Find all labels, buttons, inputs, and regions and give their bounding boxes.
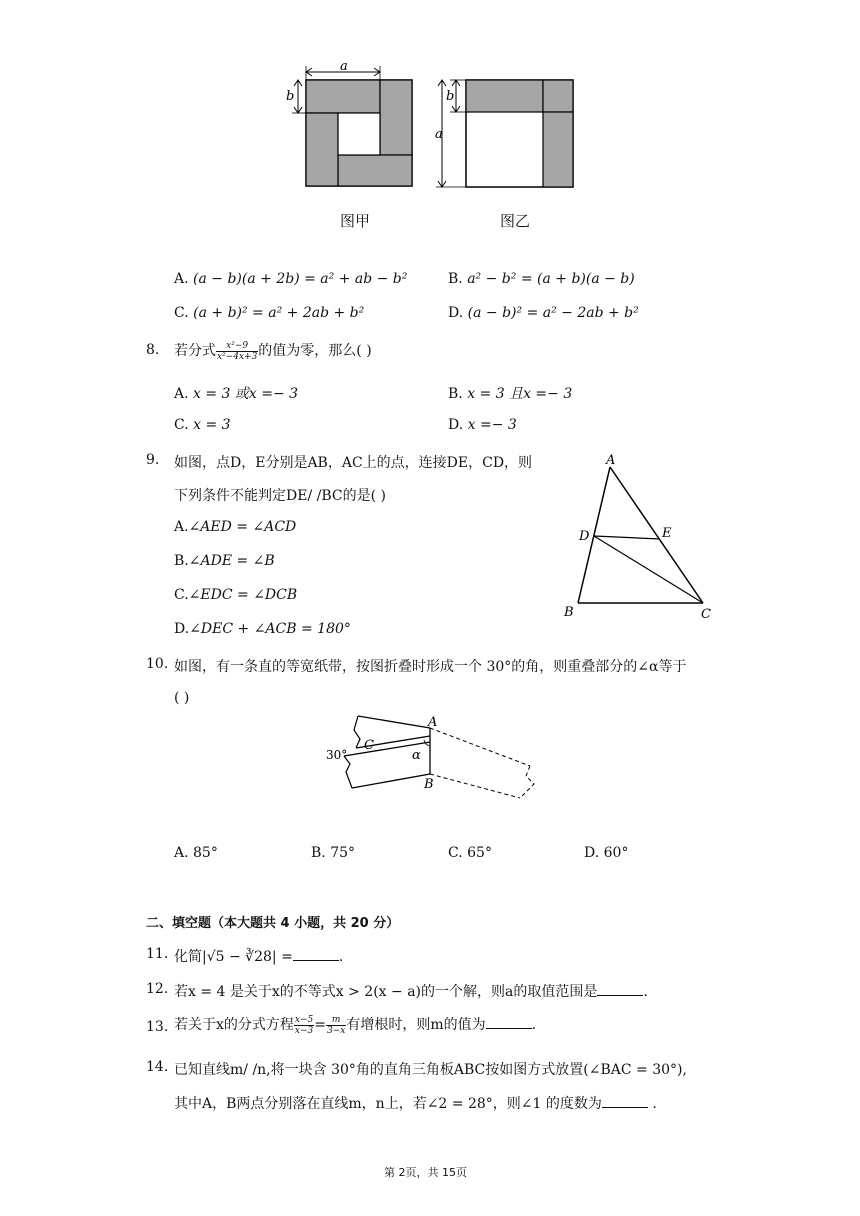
q12-number: 12.	[146, 981, 169, 997]
q12-answer-blank	[597, 983, 643, 996]
fig-jia-label-a: a	[340, 59, 348, 74]
page-footer: 第 2页，共 15页	[384, 1166, 467, 1179]
q10-option-d	[584, 845, 628, 861]
q13-answer-blank	[486, 1016, 532, 1029]
q7-option-a-text: (a − b)(a + 2b) = a² + ab − b²	[193, 271, 408, 287]
q13-number: 13.	[146, 1019, 169, 1035]
fig-yi-caption: 图乙	[500, 212, 531, 230]
fig-yi-label-b: b	[446, 89, 455, 104]
q13-stem	[174, 1014, 536, 1036]
q10-option-d-text: 60°	[603, 845, 629, 861]
q13-suffix: 有增根时，则m的值为	[346, 1017, 486, 1033]
q8-option-b	[448, 383, 572, 403]
q10-option-b-text: 75°	[330, 845, 356, 861]
q8-number: 8.	[146, 342, 160, 358]
q7-option-c-text: (a + b)² = a² + 2ab + b²	[193, 305, 365, 321]
q9-option-a-letter: A.	[174, 519, 189, 535]
q10-option-a-letter: A.	[174, 845, 189, 861]
q13-f2-num: m	[326, 1015, 346, 1026]
q10-number: 10.	[146, 656, 169, 672]
q13-prefix: 若关于x的分式方程	[174, 1017, 294, 1033]
q13-fraction-1	[294, 1015, 314, 1036]
q8-option-c-text: x = 3	[193, 417, 231, 433]
section-title: 二、填空题（本大题共 4 小题，共 20 分）	[146, 916, 400, 931]
q10-line1: 如图，有一条直的等宽纸带，按图折叠时形成一个 30°的角，则重叠部分的∠α等于	[174, 659, 687, 675]
q7-option-b	[448, 271, 635, 287]
q8-option-a	[174, 383, 298, 403]
q13-f2-den: 3−x	[326, 1025, 346, 1036]
q9-line2: 下列条件不能判定DE/ /BC的是( )	[174, 488, 386, 504]
q12-stem	[174, 981, 648, 1001]
q9-option-b	[174, 553, 275, 569]
triangle-figure	[555, 450, 725, 625]
q13-fraction-2	[326, 1015, 346, 1036]
q9-number: 9.	[146, 452, 160, 468]
q9-option-d	[174, 621, 351, 637]
q10-option-c-text: 65°	[467, 845, 492, 861]
q10-option-d-letter: D.	[584, 845, 600, 861]
q10-option-c-letter: C.	[448, 845, 463, 861]
q13-end: .	[531, 1017, 537, 1033]
folded-strip-figure	[320, 706, 540, 806]
q9-option-d-letter: D.	[174, 621, 190, 637]
q9-option-b-text: ∠ADE = ∠B	[188, 553, 275, 569]
q10-option-c	[448, 845, 492, 861]
q8-option-b-text: x = 3 且x =− 3	[467, 386, 573, 402]
q9-line1: 如图，点D，E分别是AB，AC上的点，连接DE，CD，则	[174, 455, 533, 471]
q7-option-c-letter: C.	[174, 305, 189, 321]
q12-end: .	[643, 984, 648, 1000]
q14-line2	[174, 1093, 657, 1113]
q7-option-b-text: a² − b² = (a + b)(a − b)	[467, 271, 635, 287]
q9-option-a	[174, 519, 296, 535]
triangle-label-e: E	[662, 526, 672, 541]
q14-line2-text: 其中A，B两点分别落在直线m，n上，若∠2 = 28°，则∠1 的度数为	[174, 1096, 602, 1112]
q7-option-d-letter: D.	[448, 305, 464, 321]
q10-line2: ( )	[174, 690, 190, 706]
q10-option-a	[174, 845, 218, 861]
q8-stem	[174, 340, 372, 362]
q9-option-c-letter: C.	[174, 587, 189, 603]
q8-option-a-letter: A.	[174, 386, 189, 402]
q8-option-d-letter: D.	[448, 417, 464, 433]
q7-option-a	[174, 271, 407, 287]
q14-end: .	[652, 1096, 657, 1112]
q9-option-c	[174, 587, 297, 603]
q7-option-b-letter: B.	[448, 271, 463, 287]
q7-option-a-letter: A.	[174, 271, 189, 287]
q9-option-c-text: ∠EDC = ∠DCB	[188, 587, 298, 603]
q11-number: 11.	[146, 946, 169, 962]
q7-option-d-text: (a − b)² = a² − 2ab + b²	[467, 305, 639, 321]
q14-number: 14.	[146, 1059, 169, 1075]
q8-option-b-letter: B.	[448, 386, 463, 402]
strip-label-alpha: α	[412, 748, 421, 763]
q10-option-b	[311, 845, 355, 861]
q11-stem	[174, 946, 343, 966]
strip-label-angle: 30°	[326, 748, 348, 762]
q13-eq: =	[314, 1017, 326, 1033]
q8-fraction	[216, 341, 258, 362]
q8-option-c-letter: C.	[174, 417, 189, 433]
q10-option-b-letter: B.	[311, 845, 326, 861]
q14-answer-blank	[602, 1095, 648, 1108]
triangle-label-c: C	[701, 607, 711, 622]
q8-option-d-text: x =− 3	[467, 417, 517, 433]
q11-answer-blank	[293, 948, 339, 961]
figure-jia	[286, 59, 412, 186]
q8-suffix: 的值为零，那么( )	[258, 343, 372, 359]
triangle-label-a: A	[606, 453, 616, 468]
q13-f1-den: x−3	[294, 1025, 314, 1036]
q7-option-d	[448, 305, 639, 321]
q8-option-c	[174, 417, 231, 433]
q7-option-c	[174, 305, 364, 321]
q8-frac-den: x²−4x+3	[217, 351, 258, 362]
strip-label-c: C	[364, 738, 374, 753]
q11-text: 化简|√5 − ∛28| =	[174, 949, 293, 965]
strip-label-b: B	[424, 777, 434, 792]
fig-jia-label-b: b	[286, 89, 295, 104]
square-figures	[280, 58, 600, 198]
q8-frac-num: x²−9	[216, 341, 258, 352]
fig-jia-caption: 图甲	[340, 212, 371, 230]
q13-f1-num: x−5	[294, 1014, 314, 1025]
triangle-label-d: D	[579, 529, 590, 544]
q8-option-a-text: x = 3 或x =− 3	[193, 386, 299, 402]
q8-prefix: 若分式	[174, 343, 216, 359]
figure-yi	[435, 80, 573, 187]
triangle-label-b: B	[564, 605, 574, 620]
q11-end: .	[338, 949, 344, 965]
q10-option-a-text: 85°	[193, 845, 218, 861]
q14-line1: 已知直线m/ /n,将一块含 30°角的直角三角板ABC按如图方式放置(∠BAC = 30°),	[174, 1062, 687, 1078]
strip-label-a: A	[428, 715, 438, 730]
q9-option-b-letter: B.	[174, 553, 189, 569]
q12-text: 若x = 4 是关于x的不等式x > 2(x − a)的一个解，则a的取值范围是	[174, 984, 598, 1000]
q8-option-d	[448, 417, 517, 433]
q9-option-d-text: ∠DEC + ∠ACB = 180°	[189, 621, 351, 637]
fig-yi-label-a: a	[435, 127, 443, 142]
q9-option-a-text: ∠AED = ∠ACD	[188, 519, 297, 535]
